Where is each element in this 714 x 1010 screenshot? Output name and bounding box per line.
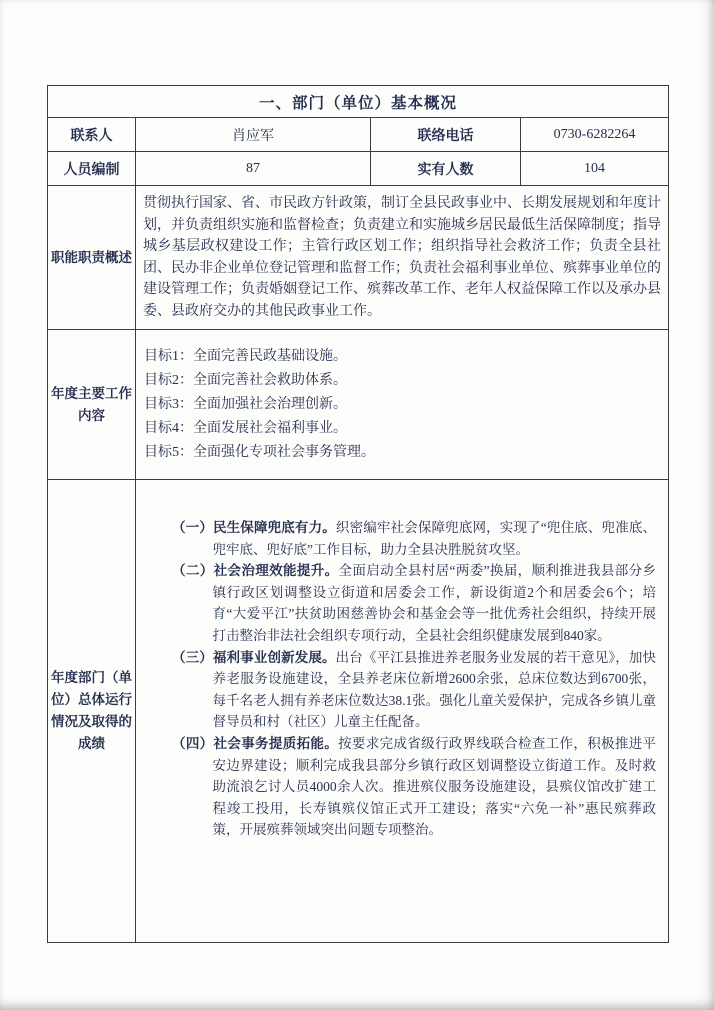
contact-person-label: 联系人 <box>48 118 136 152</box>
contact-phone-label: 联络电话 <box>371 118 521 152</box>
goal-item-1: 目标1：全面完善民政基础设施。 <box>144 348 347 364</box>
main-work-row <box>48 330 669 480</box>
duties-label: 职能职责概述 <box>48 186 136 330</box>
achievement-number: （二） <box>172 563 214 579</box>
achievement-title: 福利事业创新发展。 <box>212 649 336 665</box>
achievement-title: 社会事务提质拓能。 <box>213 735 339 751</box>
goal-item-2: 目标2：全面完善社会救助体系。 <box>144 372 347 388</box>
performance-row <box>48 480 669 943</box>
department-overview-table <box>47 85 669 943</box>
achievement-text: 按要求完成省级行政界线联合检查工作，积极推进平安边界建设；顺利完成我县部分乡镇行政区划调整设立街道工作。及时救助流浪乞讨人员4000余人次。推进殡仪服务设施建设，县殡仪馆改扩建工程竣工投用，长寿镇殡仪馆正式开工建设；落实“六免一补”惠民殡葬政策，开展殡葬领域突出问题专项整治。 <box>212 735 657 838</box>
goal-item-5: 目标5：全面强化专项社会事务管理。 <box>144 444 375 460</box>
achievement-number: （四） <box>172 735 214 751</box>
duties-row <box>48 186 669 330</box>
duties-text: 贯彻执行国家、省、市民政方针政策，制订全县民政事业中、长期发展规划和年度计划，并负责组织实施和监督检查；负责建立和实施城乡居民最低生活保障制度；指导城乡基层政权建设工作；主管行政区划工作；组织指导社会救济工作；负责全县社团、民办非企业单位登记管理和监督工作；负责社会福利事业单位、殡葬事业单位的建设管理工作；负责婚姻登记工作、殡葬改革工作、老年人权益保障工作以及承办县委、县政府交办的其他民政事业工作。 <box>136 186 669 330</box>
performance-content <box>136 480 669 943</box>
main-work-goals <box>136 330 669 480</box>
table-title: 一、部门（单位）基本概况 <box>48 86 669 118</box>
achievement-item-3 <box>172 647 656 733</box>
actual-staff-label: 实有人数 <box>371 152 521 186</box>
achievement-text: 全面启动全县村居“两委”换届，顺利推进我县部分乡镇行政区划调整设立街道和居委会工作，新设街道2个和居委会6个；培育“大爱平江”扶贫助困慈善协会和基金会等一批优秀社会组织，持续开展打击整治非法社会组织专项行动，全县社会组织健康发展到840家。 <box>212 563 657 644</box>
achievement-number: （一） <box>172 520 213 536</box>
achievement-text: 织密编牢社会保障兜底网，实现了“兜住底、兜准底、兜牢底、兜好底”工作目标，助力全县决胜脱贫攻坚。 <box>212 520 657 557</box>
staffing-row <box>48 152 669 186</box>
achievement-text: 出台《平江县推进养老服务业发展的若干意见》，加快养老服务设施建设，全县养老床位新增2600余张，总床位数达到6700张，每千名老人拥有养老床位数达38.1张。强化儿童关爱保护，完成各乡镇儿童督导员和村（社区）儿童主任配备。 <box>212 649 657 730</box>
contact-phone-value: 0730-6282264 <box>521 118 669 152</box>
achievement-number: （三） <box>172 649 213 665</box>
table-title-row <box>48 86 669 118</box>
achievement-title: 社会治理效能提升。 <box>213 563 339 579</box>
actual-staff-value: 104 <box>521 152 669 186</box>
authorized-staff-label: 人员编制 <box>48 152 136 186</box>
contact-person-value: 肖应军 <box>136 118 371 152</box>
authorized-staff-value: 87 <box>136 152 371 186</box>
goal-item-3: 目标3：全面加强社会治理创新。 <box>144 396 347 412</box>
achievement-item-2 <box>172 560 656 646</box>
achievement-title: 民生保障兜底有力。 <box>212 520 336 536</box>
goal-item-4: 目标4：全面发展社会福利事业。 <box>144 420 347 436</box>
achievement-item-1 <box>172 517 656 560</box>
achievement-item-4 <box>172 733 656 841</box>
main-work-label: 年度主要工作内容 <box>48 330 136 480</box>
contact-row <box>48 118 669 152</box>
performance-label: 年度部门（单位）总体运行情况及取得的成绩 <box>48 480 136 943</box>
